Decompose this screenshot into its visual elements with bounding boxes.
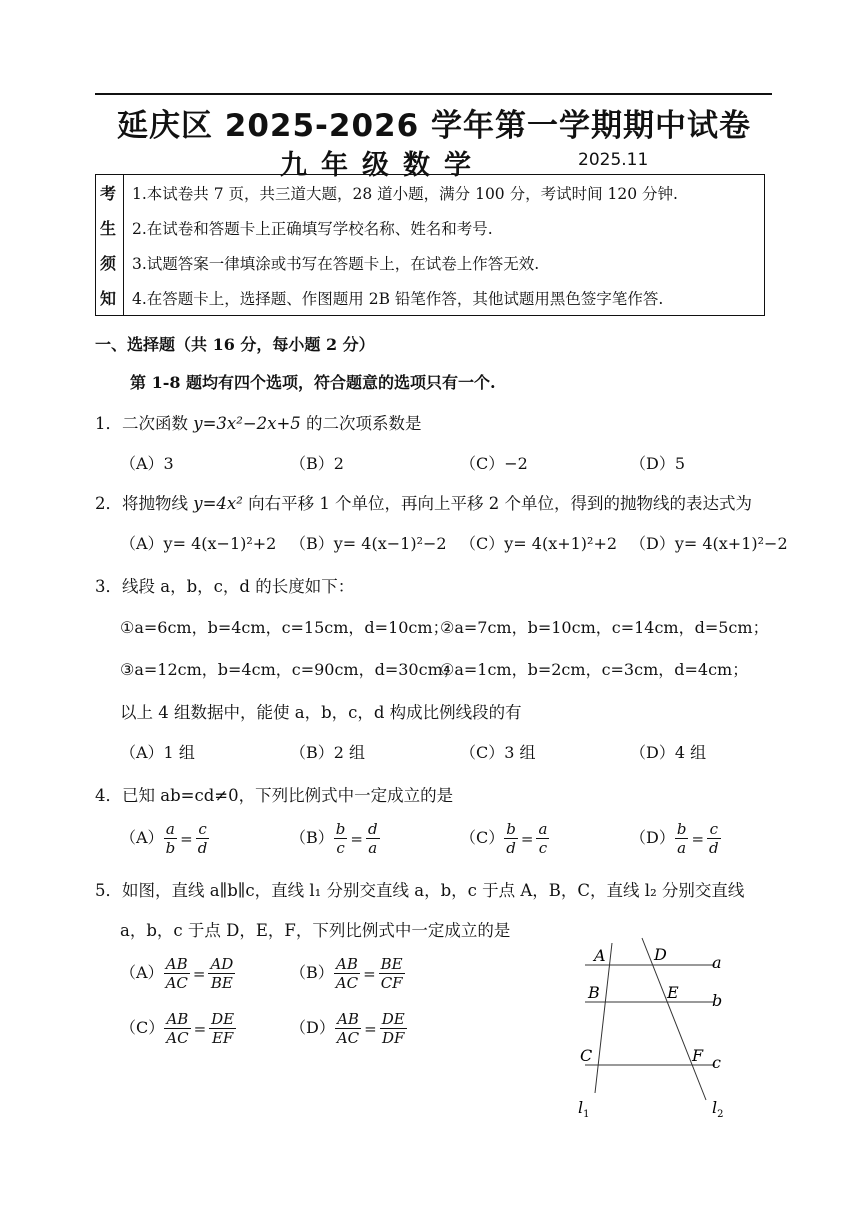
numerator: c bbox=[196, 820, 210, 839]
question-5 bbox=[95, 877, 744, 901]
section-instruction: 第 1-8 题均有四个选项，符合题意的选项只有一个. bbox=[130, 373, 496, 392]
denominator: CF bbox=[380, 974, 403, 992]
question-text: 线段 a，b，c，d 的长度如下： bbox=[122, 577, 355, 596]
numerator: AB bbox=[164, 955, 190, 974]
numerator: b bbox=[506, 820, 516, 838]
candidate-notice-box bbox=[95, 174, 765, 316]
denominator: d bbox=[709, 839, 719, 857]
point-label-f: F bbox=[692, 1046, 704, 1065]
option-label: （C） bbox=[460, 828, 505, 847]
numerator: b bbox=[335, 820, 346, 838]
option-a[interactable]: （A）3 bbox=[120, 454, 174, 473]
option-c[interactable]: （C）3 组 bbox=[460, 743, 536, 762]
fraction-left bbox=[334, 955, 360, 992]
fraction-right bbox=[536, 820, 549, 857]
option-label: （A） bbox=[120, 828, 164, 847]
fraction-left bbox=[164, 820, 178, 857]
numerator: d bbox=[367, 820, 378, 838]
option-a[interactable]: （A） $\frac{AB}{AC}$ = $\frac{AD}{BE}$ bbox=[120, 955, 234, 992]
fraction-left bbox=[675, 820, 689, 857]
point-label-b: B bbox=[588, 983, 600, 1002]
question-expression: y=3x²−2x+5 bbox=[193, 414, 301, 433]
fraction-right bbox=[209, 1010, 236, 1047]
denominator: d bbox=[506, 839, 516, 857]
fraction-right bbox=[366, 820, 380, 857]
option-label: （C） bbox=[120, 1018, 165, 1037]
header-rule bbox=[95, 93, 772, 95]
fraction-right bbox=[707, 820, 721, 857]
numerator: b bbox=[676, 820, 687, 838]
data-group: ②a=7cm，b=10cm，c=14cm，d=5cm； bbox=[440, 618, 769, 637]
question-3 bbox=[95, 573, 354, 597]
question-text: 将抛物线 bbox=[122, 494, 194, 513]
question-text: 以上 4 组数据中，能使 a，b，c，d 构成比例线段的有 bbox=[120, 703, 522, 722]
line-label-c: c bbox=[712, 1053, 721, 1072]
question-expression: y=4x² bbox=[193, 494, 243, 513]
notice-side-char: 考 bbox=[100, 184, 117, 203]
section-heading: 一、选择题（共 16 分，每小题 2 分） bbox=[95, 335, 375, 354]
fraction-left bbox=[504, 820, 518, 857]
notice-rule: 4.在答题卡上，选择题、作图题用 2B 铅笔作答，其他试题用黑色签字笔作答. bbox=[132, 290, 664, 308]
option-label: （B） bbox=[290, 828, 334, 847]
denominator: AC bbox=[336, 1029, 360, 1047]
line-label-l2: $l_2$ bbox=[712, 1098, 724, 1120]
question-number: 5． bbox=[95, 881, 122, 900]
option-label: （B） bbox=[290, 963, 334, 982]
data-group: ①a=6cm，b=4cm，c=15cm，d=10cm； bbox=[120, 618, 449, 637]
fraction-left bbox=[334, 820, 348, 857]
question-number: 3． bbox=[95, 577, 122, 596]
option-label: （D） bbox=[290, 1018, 335, 1037]
fraction-right bbox=[379, 955, 405, 992]
denominator: BE bbox=[210, 974, 233, 992]
line-label-b: b bbox=[712, 991, 723, 1010]
option-d[interactable]: （D） $\frac{AB}{AC}$ = $\frac{DE}{DF}$ bbox=[290, 1010, 405, 1047]
question-text: a，b，c 于点 D，E，F，下列比例式中一定成立的是 bbox=[120, 921, 511, 940]
denominator: AC bbox=[335, 974, 359, 992]
notice-side-label bbox=[96, 175, 124, 315]
question-number: 2． bbox=[95, 494, 122, 513]
question-number: 4． bbox=[95, 786, 122, 805]
numerator: AB bbox=[164, 1010, 190, 1029]
option-a[interactable]: （A）1 组 bbox=[120, 743, 195, 762]
question-number: 1． bbox=[95, 414, 122, 433]
notice-rule: 2.在试卷和答题卡上正确填写学校名称、姓名和考号. bbox=[132, 220, 493, 238]
option-b[interactable]: （B） $\frac{AB}{AC}$ = $\frac{BE}{CF}$ bbox=[290, 955, 403, 992]
data-group: ④a=1cm，b=2cm，c=3cm，d=4cm； bbox=[440, 660, 749, 679]
denominator: d bbox=[197, 839, 208, 857]
option-c[interactable]: （C） $\frac{b}{d}$ = $\frac{a}{c}$ bbox=[460, 820, 548, 857]
option-a[interactable]: （A）y= 4(x−1)²+2 bbox=[120, 534, 277, 553]
notice-rule: 1.本试卷共 7 页，共三道大题，28 道小题，满分 100 分，考试时间 120 分钟. bbox=[132, 185, 678, 203]
exam-subtitle: 九年级数学 bbox=[280, 150, 485, 181]
numerator: AD bbox=[210, 955, 234, 973]
denominator: a bbox=[677, 839, 687, 857]
fraction-left bbox=[164, 1010, 190, 1047]
exam-title: 延庆区 2025-2026 学年第一学期期中试卷 bbox=[116, 108, 751, 144]
option-c[interactable]: （C）−2 bbox=[460, 454, 528, 473]
question-4 bbox=[95, 782, 453, 806]
point-label-e: E bbox=[667, 983, 679, 1002]
option-d[interactable]: （D） $\frac{b}{a}$ = $\frac{c}{d}$ bbox=[630, 820, 719, 857]
notice-side-char: 生 bbox=[100, 219, 117, 238]
data-group: ③a=12cm，b=4cm，c=90cm，d=30cm； bbox=[120, 660, 459, 679]
fraction-right bbox=[380, 1010, 407, 1047]
denominator: c bbox=[538, 839, 548, 857]
line-label-l1: $l_1$ bbox=[578, 1098, 590, 1120]
denominator: a bbox=[368, 839, 378, 857]
option-a[interactable]: （A） $\frac{a}{b}$ = $\frac{c}{d}$ bbox=[120, 820, 208, 857]
denominator: AC bbox=[166, 1029, 189, 1047]
point-label-c: C bbox=[580, 1046, 593, 1065]
notice-side-char: 知 bbox=[100, 289, 117, 308]
denominator: DF bbox=[382, 1029, 405, 1047]
line-label-a: a bbox=[712, 953, 722, 972]
question-text: 如图，直线 a∥b∥c，直线 l₁ 分别交直线 a，b，c 于点 A，B，C，直线 l₂ 分别交直线 bbox=[122, 881, 745, 900]
option-label: （D） bbox=[630, 828, 675, 847]
point-label-d: D bbox=[654, 945, 667, 964]
fraction-left bbox=[335, 1010, 361, 1047]
option-label: （A） bbox=[120, 963, 164, 982]
numerator: a bbox=[164, 820, 178, 839]
parallel-lines-figure bbox=[570, 935, 740, 1125]
question-2 bbox=[95, 490, 752, 514]
line-l2 bbox=[642, 938, 706, 1100]
option-c[interactable]: （C）y= 4(x+1)²+2 bbox=[460, 534, 618, 553]
option-b[interactable]: （B）y= 4(x−1)²−2 bbox=[290, 534, 447, 553]
notice-rule: 3.试题答案一律填涂或书写在答题卡上，在试卷上作答无效. bbox=[132, 255, 540, 273]
option-b[interactable]: （B）2 组 bbox=[290, 743, 366, 762]
fraction-right bbox=[196, 820, 210, 857]
question-text: 已知 ab=cd≠0，下列比例式中一定成立的是 bbox=[122, 786, 454, 805]
question-text: 的二次项系数是 bbox=[300, 414, 422, 433]
numerator: AB bbox=[335, 1010, 361, 1029]
denominator: c bbox=[336, 839, 345, 857]
exam-date: 2025.11 bbox=[578, 150, 649, 170]
numerator: a bbox=[538, 820, 548, 838]
question-text: 向右平移 1 个单位，再向上平移 2 个单位，得到的抛物线的表达式为 bbox=[242, 494, 753, 513]
numerator: DE bbox=[211, 1010, 235, 1028]
fraction-right bbox=[208, 955, 235, 992]
numerator: BE bbox=[380, 955, 403, 973]
question-1 bbox=[95, 410, 422, 434]
numerator: c bbox=[707, 820, 721, 839]
denominator: EF bbox=[211, 1029, 234, 1047]
option-d[interactable]: （D）y= 4(x+1)²−2 bbox=[630, 534, 788, 553]
denominator: AC bbox=[165, 974, 188, 992]
denominator: b bbox=[165, 839, 176, 857]
question-text: 二次函数 bbox=[122, 414, 194, 433]
option-d[interactable]: （D）4 组 bbox=[630, 743, 707, 762]
option-b[interactable]: （B） $\frac{b}{c}$ = $\frac{d}{a}$ bbox=[290, 820, 378, 857]
numerator: DE bbox=[381, 1010, 405, 1028]
option-c[interactable]: （C） $\frac{AB}{AC}$ = $\frac{DE}{EF}$ bbox=[120, 1010, 235, 1047]
fraction-left bbox=[164, 955, 190, 992]
notice-side-char: 须 bbox=[100, 254, 117, 273]
numerator: AB bbox=[334, 955, 360, 974]
option-d[interactable]: （D）5 bbox=[630, 454, 686, 473]
option-b[interactable]: （B）2 bbox=[290, 454, 344, 473]
point-label-a: A bbox=[594, 946, 606, 965]
